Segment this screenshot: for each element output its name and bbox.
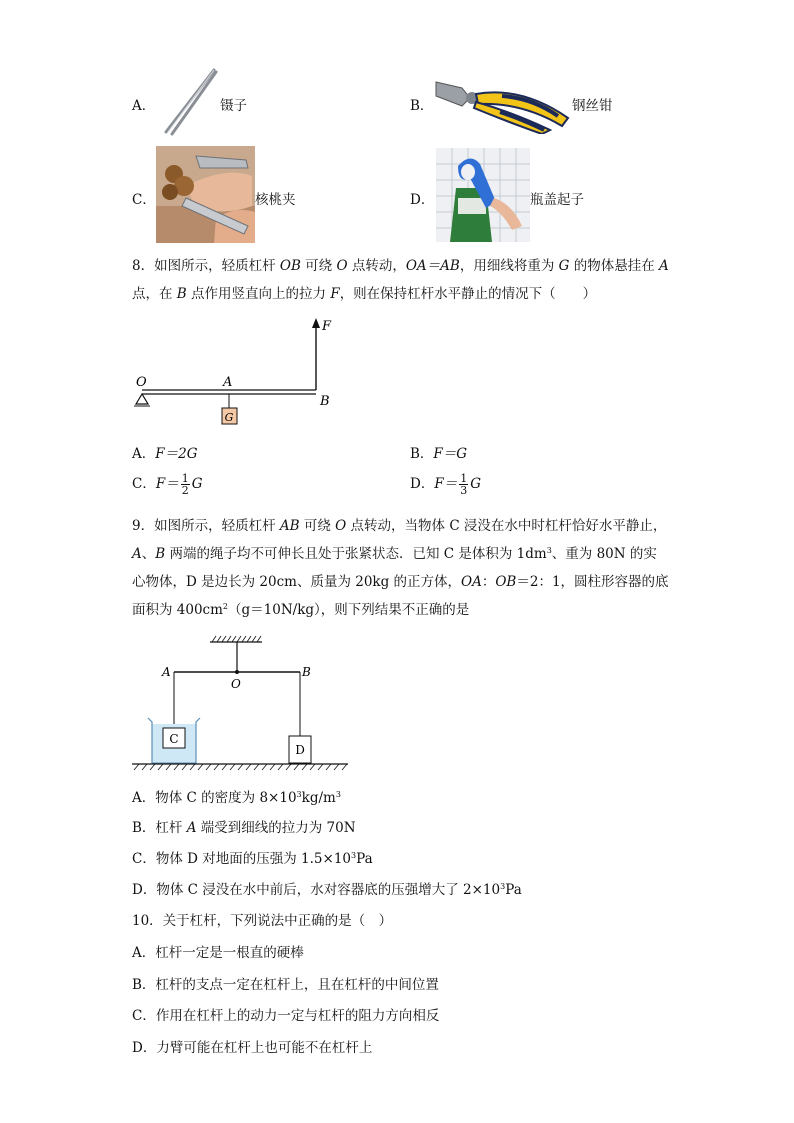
label-O: O — [136, 375, 147, 390]
q9-stem-line3: 心物体，D 是边长为 20cm、质量为 20kg 的正方体，OA：OB＝2：1，圆柱形容器的底 — [132, 574, 669, 590]
option-label: 瓶盖起子 — [530, 192, 584, 208]
q10-option-b: B．杠杆的支点一定在杠杆上，且在杠杆的中间位置 — [132, 977, 439, 993]
tweezers-image — [158, 66, 220, 138]
q9-option-b: B．杠杆 A 端受到细线的拉力为 70N — [132, 820, 356, 836]
q8-stem — [132, 252, 672, 308]
q8-option-d: D．F＝ $\frac{1}{3}$ G — [410, 472, 481, 497]
q8-option-b: B．F＝G — [410, 446, 468, 462]
option-letter: B． — [410, 98, 434, 114]
q9-stem-line2: A、B 两端的绳子均不可伸长且处于张紧状态．已知 C 是体积为 $1dm^3$、重为 80N 的实 — [132, 546, 657, 562]
q10-option-a: A．杠杆一定是一根直的硬棒 — [132, 945, 304, 961]
q9-stem-line1: 9．如图所示，轻质杠杆 AB 可绕 O 点转动，当物体 C 浸没在水中时杠杆恰好水平静止， — [132, 518, 667, 534]
q10-option-d: D．力臂可能在杠杆上也可能不在杠杆上 — [132, 1040, 373, 1056]
label-A: A — [162, 665, 171, 679]
label-D: D — [295, 743, 305, 757]
q9-option-a: A．物体 C 的密度为 $8\times 10^3kg/m^3$ — [132, 790, 341, 806]
q8-stem-line2: 点，在 B 点作用竖直向上的拉力 F，则在保持杠杆水平静止的情况下（ ） — [132, 286, 597, 302]
q10-option-c: C．作用在杠杆上的动力一定与杠杆的阻力方向相反 — [132, 1008, 440, 1024]
bottle-opener-image — [436, 148, 530, 242]
option-letter: C． — [132, 192, 156, 208]
label-F: F — [322, 319, 332, 334]
q8-lever-figure — [130, 314, 340, 430]
q10-stem: 10．关于杠杆，下列说法中正确的是（ ） — [132, 913, 393, 929]
label-G: G — [224, 411, 234, 424]
label-B: B — [302, 665, 311, 679]
label-C: C — [169, 732, 179, 746]
q8-option-c: C．F＝ $\frac{1}{2}$ G — [132, 472, 203, 497]
option-letter: D． — [410, 192, 435, 208]
pivot-icon — [136, 394, 148, 404]
option-label: 钢丝钳 — [572, 98, 613, 114]
label-B: B — [320, 394, 330, 409]
fraction: $\frac{1}{3}$ — [460, 472, 468, 497]
q9-stem — [132, 512, 672, 624]
option-label: 核桃夹 — [255, 192, 296, 208]
label-A: A — [223, 375, 233, 390]
nutcracker-image — [156, 146, 255, 243]
q8-option-a: A．F＝2G — [132, 446, 198, 462]
q9-lever-figure — [130, 634, 352, 774]
option-label: 镊子 — [220, 98, 247, 114]
pliers-image — [432, 72, 572, 134]
q8-stem-line1: 8．如图所示，轻质杠杆 OB 可绕 O 点转动，OA＝AB，用细线将重为 G 的物体悬挂在 A — [132, 258, 669, 274]
fraction: $\frac{1}{2}$ — [181, 472, 189, 497]
q9-option-d: D．物体 C 浸没在水中前后，水对容器底的压强增大了 $2\times 10^3Pa$ — [132, 882, 522, 898]
label-O: O — [231, 677, 241, 691]
option-letter: A． — [132, 98, 156, 114]
q9-stem-line4: 面积为 $400cm^2(g=10N/kg)$，则下列结果不正确的是 — [132, 602, 470, 618]
q9-option-c: C．物体 D 对地面的压强为 $1.5\times 10^3Pa$ — [132, 851, 373, 867]
